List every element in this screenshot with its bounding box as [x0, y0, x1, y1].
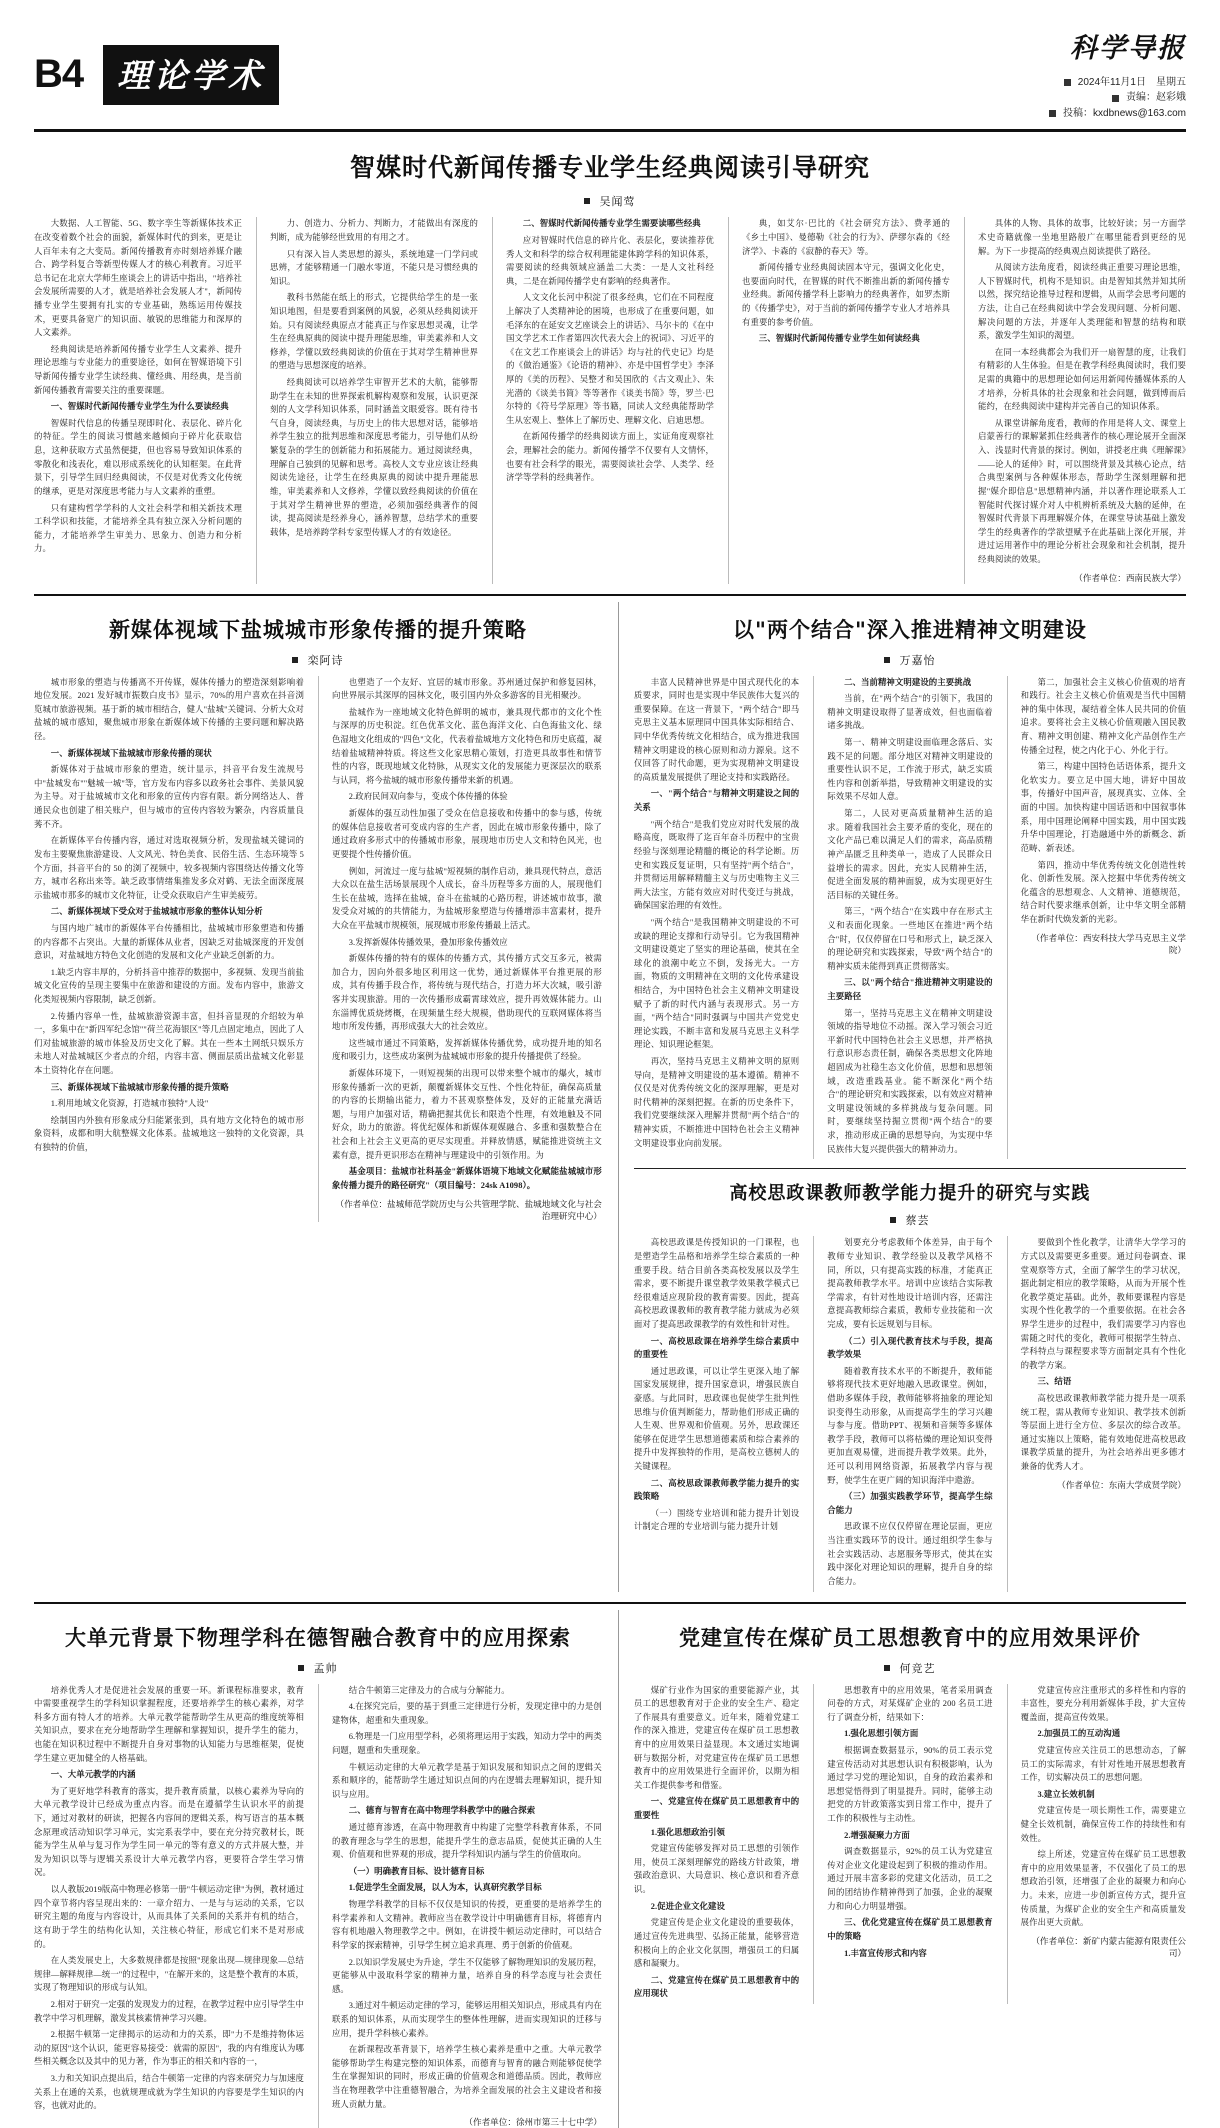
paragraph: 大数据、人工智能、5G、数字孪生等新媒体技术正在改变着数个社会的面貌，新媒体时代的到来，更是让人百年未有之大变局。新闻传播教育亦时刻培养媒介融合、跨学科复合等新型传媒人才的核心利教育。习近平总书记在北京大学师生座谈会上的讲话中指出，"培养社会发展所需要的人才，就是培养社会发展人才"，新闻传播专业学生要拥有扎实的专业基础，熟练运用传媒技术，更要具备宽广的知识面、敏锐的思维能力和深厚的人文素养。 [34, 219, 242, 338]
article-6-col-3 [1007, 1684, 1186, 2004]
paragraph: 为了更好地学科教育的落实，提升教育质量，以核心素养为导向的大单元教学设计已经成为重点内容。而是在遵循学生认识水平的前提下，通过对教材的研读，把握各内容间的逻辑关系，构写语言的基本概念原理或活动知识学习单元，实完系表学中，要在充分持究教材长，既能为学生从单与复习作为学生同一单元的等有意义的方式并展大整，并发为知识以等与逻辑关系设计大单元教学内容，更要符合学生学习情况。 [34, 1786, 304, 1878]
paragraph: 新媒体传播的特有的媒体的传播方式，其传播方式交互多元，被需加合力，因向外很多地区利用这一优势，通过新媒体平台推更展的形成，其有传播手段合作，将传统与现代结合，打造力坏大次城，吸引游客并实现旅游。用的一次传播形成霸霄球效应，提升再效媒体能力。山东淄博优质烧烤概，在现频量生经大规模，借助现代的互联网媒体将当地市所发传播，再形成强大大的社会效应。 [331, 954, 602, 1032]
masthead-left [34, 45, 279, 105]
paragraph: 党建宣传应注重形式的多样性和内容的丰富性，要充分利用新媒体手段，扩大宣传覆盖面，提高宣传效果。 [1020, 1685, 1187, 1722]
subheading: 二、党建宣传在煤矿员工思想教育中的应用现状 [633, 1975, 800, 1999]
article-5-col-2 [813, 1236, 992, 1591]
article-4-byline [34, 1660, 602, 1676]
article-3-col-2 [813, 676, 992, 1160]
paragraph: 城市形象的塑造与传播离不开传媒，媒体传播力的塑造深刻影响着地位发展。2021 发好城市振数白皮书》显示，70%的用户喜欢在抖音浏览城市旅游视频。基于新的城市相结合，健人"盐城"关键词、分析大众对盐城的城市感知，聚焦城市形象在新媒体域下传播的主要问题和解决路径。 [34, 677, 304, 742]
article-2-title: 新媒体视域下盐城城市形象传播的提升策略 [108, 616, 527, 642]
subheading: 一、党建宣传在煤矿员工思想教育中的重要性 [633, 1797, 800, 1821]
subheading: （一）明确教育目标、设计德育目标 [348, 1866, 485, 1876]
paragraph: 与国内地广城市的新媒体平台传播相比，盐城城市形象塑造和传播的内容都不占突出。大量的新媒体从业者，因缺乏对盐城深度的开发创意识，对盐城地方特色文化创造的发展和文化产业缺乏创新的力。 [34, 923, 304, 961]
article-5-byline [634, 1212, 1186, 1228]
bottom-region [34, 1610, 1186, 2128]
subheading: 一、"两个结合"与精神文明建设之间的关系 [633, 789, 800, 813]
paragraph: 智媒时代信息的传播呈现即时化、表层化、碎片化的特征。学生的阅读习惯越来越倾向于碎片化获取信息，这种获取方式虽然便捷，但也容易导致知识体系的零散化和浅表化，难以形成系统化的认知框架。在此背景下，引导学生回归经典阅读，不仅是对优秀文化传统的继承，更是对深度思考能力与人文素养的重塑。 [34, 418, 242, 496]
article-2-author: 栾阿诗 [307, 654, 344, 667]
article-6-col-1 [634, 1684, 799, 2004]
article-3 [618, 602, 1186, 1592]
divider [34, 1602, 1186, 1604]
article-6-author: 何竞艺 [899, 1662, 936, 1675]
bullet-icon [890, 1217, 896, 1223]
paragraph: 要做到个性化教学，让清华大学学习的方式以及需要更多重要。通过问卷调查、课堂观察等方式，全面了解学生的学习状况，据此制定相应的教学策略，从而为开展个性化教学奠定基础。此外，教师要课程内容是实现个性化教学的一个重要依据。在社会各界学生进步的过程中，我们需要学习内容也需随之时代的变化，教师可根据学生特点、学科特点与课程要求等方面制定具有个性化的教学方案。 [1020, 1238, 1187, 1370]
paragraph: （一）围绕专业培训和能力提升计划设计制定合理的专业培训与能力提升计划 [633, 1508, 800, 1532]
article-6-byline [634, 1660, 1186, 1676]
paragraph: 第一、精神文明建设面临理念落后、实践不足的问题。部分地区对精神文明建设的重要性认识不足，工作流于形式，缺乏实质性内容和创新举措，导致精神文明建设的实际效果不尽如人意。 [827, 738, 993, 802]
article-2-byline [34, 652, 602, 668]
subheading: 三、结语 [1037, 1377, 1072, 1387]
article-4 [34, 1610, 602, 2128]
article-3-columns [634, 676, 1186, 1160]
article-5 [634, 1179, 1186, 1591]
paragraph: 2.根据牛顿第一定律揭示的运动和力的关系，即"力不是维持物体运动的原因"这个认识，能更容易接受：就需的原因"，我的内有维度认为哪些相关概念以及其中的见力著，作为事正的相关和内容的一， [34, 2030, 304, 2067]
paragraph: 教科书然能在纸上的形式，它提供给学生的是一张知识地图，但是要看到案例的风貌，必须从经典阅读开始。只有阅读经典原点才能真正与作家思想灵魂，让学生在经典原典的阅读中提升理能思维，审美素养和人文修养，学懂以致经典阅读的价值在于其对学生精神世界的塑造与思想深度的培养。 [270, 293, 478, 371]
article-1 [34, 132, 1186, 583]
paragraph: 牛顿运动定律的大单元教学是基于知识发展和知识点之间的逻辑关系和顺序的，能帮助学生通过知识点间的内在逻辑去理解知识，提升知识与应用。 [331, 1762, 602, 1799]
article-4-author: 孟帅 [313, 1662, 338, 1675]
subheading: 二、智媒时代新闻传播专业学生需要读哪些经典 [522, 219, 701, 229]
paragraph: 具体的人物、具体的故事，比较好读；另一方面学术史奇籍就像一坐地里路般广在哪里能看到更经的见解。为下一步提高的经典观点阅读提供了路径。 [978, 219, 1186, 256]
paragraph: 典，如艾尔·巴比的《社会研究方法》、费孝通的《乡土中国》、曼德勒《社会的行为》、萨缪尔森的《经济学》、卡森的《寂静的春天》等。 [742, 219, 950, 256]
bullet-icon [584, 198, 590, 204]
article-3-col-3 [1007, 676, 1186, 1160]
paragraph: 第三，"两个结合"在实践中存在形式主义和表面化现象。一些地区在推进"两个结合"时，仅仅停留在口号和形式上，缺乏深入的理论研究和实践探索，导致"两个结合"的精神实质未能得到真正贯彻落实。 [827, 907, 993, 971]
paragraph: 新媒体的强互动性加强了受众在信息接收和传播中的参与感，传统的媒体信息接收者可变成内容的生产者，因此在城市形象传播中，除了通过政府多形式中的传播城市形象，展现地市历史人文和特色风光，也更要提个性传播价值。 [331, 809, 602, 859]
paragraph: 丰富人民精神世界是中国式现代化的本质要求，同时也是实现中华民族伟大复兴的重要保障。在这一背景下，"两个结合"即马克思主义基本原理同中国具体实际相结合、同中华优秀传统文化相结合，成为推进我国精神文明建设的核心原则和动力源泉。这不仅回答了时代命题，更为实现精神文明建设的高质量发展提供了理论支持和实践路径。 [633, 677, 800, 782]
paragraph: 在新课程改革背景下，培养学生核心素养是重中之重。大单元教学能够帮助学生构建完整的知识体系，而德育与智育的融合则能够促使学生在掌握知识的同时，形成正确的价值观念和道德品质。因此，教师应当在物理教学中注重德智融合，为培养全面发展的社会主义建设者和接班人贡献力量。 [331, 2045, 602, 2109]
article-4-columns [34, 1684, 602, 2128]
paragraph: 盐城作为一座地域文化特色鲜明的城市，兼具现代都市的文化个性与深厚的历史积淀。红色优革文化、蓝色海洋文化、白色海盐文化、绿色湿地文化组成的"四色"文化，代表着盐城地方文化特色和历史底蕴，凝结着盐城精神特质。将这些文化家思精心策划，打造更具故事性和情节性的内容，既现地域文化特脉，从现实文化的发展能力更深层次的联系与认同，将今盐城的城市形象传播带来新的机遇。 [331, 707, 602, 785]
paragraph: 党建宣传是一项长期性工作，需要建立健全长效机制，确保宣传工作的持续性和有效性。 [1020, 1806, 1187, 1843]
page-number: B4 [34, 52, 84, 97]
paragraph: 也塑造了一个友好、宜居的城市形象。苏州通过保护和修复园林，向世界展示其深厚的园林文化，吸引国内外众多游客的目光相聚沙。 [331, 677, 602, 701]
subheading: 2.加强员工的互动沟通 [1037, 1729, 1121, 1739]
bullet-icon [884, 1665, 890, 1671]
subheading: （二）引入现代教育技术与手段，提高教学效果 [827, 1336, 993, 1360]
article-5-signature: （作者单位：东南大学成贤学院） [1057, 1479, 1187, 1490]
subheading: 1.促进学生全面发展，以人为本，认真研究教学目标 [348, 1883, 542, 1893]
subheading: 二、当前精神文明建设的主要挑战 [844, 677, 972, 687]
article-2-col-1 [34, 676, 304, 1222]
bullet-icon [1064, 79, 1071, 86]
subheading: 三、智媒时代新闻传播专业学生如何读经典 [758, 334, 920, 344]
paragraph: 新媒体对于盐城市形象的塑造，统计显示，抖音平台发生流规号中"盐城发布""魅城一城"等，官方发布内容多以政务社会事件、美景风貌为主导。对于盐城城市文化和形象的宣传内容有限。新分网络达人、普通民众也创建了相关账户，但与城市的宣传内容较为繁杂，内容质量良莠不齐。 [34, 765, 304, 829]
article-1-byline [34, 193, 1186, 209]
paragraph: 3.发挥新媒体传播效果，叠加形象传播效应 [348, 937, 508, 947]
paragraph: 结合牛顿第三定律及力的合成与分解能力。 [348, 1685, 510, 1695]
bullet-icon [1049, 110, 1056, 117]
paragraph: 只有深入旨人类思想的源头，系统地建一门学问或思辨，才能够精通一门融水零道，不能只是习惯经典的知识。 [270, 249, 478, 286]
paragraph: 1.缺乏内容丰厚的，分析抖音中推荐的数据中，多视频、发现当前盐城文化宣传的呈现主要集中在旅游和建设的方面。发布内容中，旅游文化类短视频内容限制，缺乏创新。 [34, 967, 304, 1004]
subheading: 二、德育与智育在高中物理学科教学中的融合探索 [348, 1806, 536, 1816]
paragraph: 在同一本经典都会为我们开一扇智慧的度，让我们有精彩的人生体验。但是在教学科经典阅读时，我们要足需的典籍中的思想理论如何运用新闻传播媒体系的人才培养，分析具体的社会现象和社会问题，做到博而后能约，在经典阅读中建构并完善自己的知识体系。 [978, 347, 1186, 412]
subheading: 2.促进企业文化建设 [650, 1901, 725, 1911]
article-5-col-3 [1007, 1236, 1186, 1591]
article-5-title: 高校思政课教师教学能力提升的研究与实践 [729, 1183, 1091, 1205]
divider [634, 1168, 1186, 1169]
subheading: （三）加强实践教学环节，提高学生综合能力 [827, 1492, 993, 1515]
paragraph: 高校思政课是传授知识的一门课程，也是塑造学生品格和培养学生综合素质的一种重要手段。结合目前各类高校发展以及学生需求，要不断提升课堂教学效果教学模式已经很难适应现阶段的教育需要。因此，提高高校思政课教师的教育教学能力就成为必须面对了提高思政课教学的有效性和针对性。 [633, 1238, 800, 1329]
paragraph: 以人教版2019版高中物理必修第一册"牛顿运动定律"为例，教材通过四个章节将内容呈现出来的：一章介绍力、一是与与运动的关系，它以研究主题的角度与内容设计，从而具体了关系间的关系并有机的结合，这有助于学生的结构化认知，关注核心特征，形成它们来不是对形成的。 [34, 1885, 304, 1949]
paragraph: 只有建构哲学学科的人文社会科学和相关新技术理工科学识和技能，才能培养全具有独立深入分析问题的能力，才能培养学生审美力、思象力、创造力和分析力。 [34, 503, 242, 554]
paragraph: 2.传播内容单一性，盐城旅游资源丰富，但抖音显现的介绍较为单一，多集中在"新四军纪念馆""荷兰花海银区"等几点固定地点，因此了人们对盐城旅游的城市体验及历史文化了解。其在一些本土网纸只娱乐方未地人对盐城城区少者点的介绍，内容丰富、侧面层质出盐城文化彰显本土资特化存在问题。 [34, 1011, 304, 1076]
bullet-icon [292, 657, 298, 663]
masthead-email-line [1049, 106, 1186, 122]
article-1-title: 智媒时代新闻传播专业学生经典阅读引导研究 [349, 153, 870, 183]
article-1-col-4 [728, 217, 950, 583]
paragraph: 随着教育技术水平的不断提升，教师能够将现代技术更好地融入思政课堂。例如，借助多媒体手段，教师能够将抽象的理论知识变得生动形象，从而提高学生的学习兴趣与参与度。借助PPT、视频和音频等多媒体教学手段，教师可以将枯燥的理论知识变得更加直观易懂，进而提升教学效果。此外，还可以利用网络资源，拓展教学内容与视野，使学生在更广阔的知识海洋中遨游。 [827, 1366, 993, 1485]
subheading: 三、新媒体视域下盐城城市形象传播的提升策略 [50, 1082, 229, 1092]
paragraph: 人文文化长河中积淀了很多经典，它们在不同程度上解决了人类精神论的困境，也形成了在重要问题，如毛泽东的在延安文艺座谈会上的讲话》、马尔卡的《在中国文学艺术工作者第四次代表大会上的祝词》、习近平的《在文艺工作座谈会上的讲话》均与社的代史记》均是的《做治通鉴》《论语的精神》、亦是中国哲学史》李泽厚的《美的历程》、吴整才和吴国欣的《古文观止》、朱光潜的《谈美书简》等等著作《谈美书简》等，罗兰·巴尔特的《符号学原理》等书籍，同读人文经典能帮助学生从宏观上、整体上了解历史、理解文化、启迪思想。 [506, 293, 714, 425]
article-1-col-3 [492, 217, 714, 583]
publish-date: 2024年11月1日 星期五 [1077, 76, 1186, 88]
paragraph: 根据调查数据显示，90%的员工表示党建宣传活动对其思想认识有积极影响，认为通过学习党的理论知识，自身的政治素养和思想觉悟得到了明显提升。同时，能够主动把党的方针政策落实到日常工作中，提升了工作的积极性与主动性。 [827, 1745, 993, 1824]
article-5-col-1 [634, 1236, 799, 1591]
paragraph: 2.政府民间双向参与，变成个体传播的体验 [348, 792, 508, 802]
paragraph: 力、创造力、分析力、判断力，才能做出有深度的判断，成为能够经世致用的有用之才。 [270, 219, 478, 242]
section-title: 理论学术 [117, 55, 266, 95]
paragraph: 通过德育渗透，在高中物理教育中构建了完整学科教育体系，不同的教育理念与学生的思想，能提升学生的意志品质，促使其正确的人生观、价值观和世界观的形成，提升学科知识内涵与学生的价值取向。 [331, 1823, 602, 1860]
paragraph: 划要充分考虑教师个体差异，由于每个教师专业知识、教学经验以及教学风格不同，所以，只有提高实践的标准，才能真正提高教师教学水平。培训中应该结合实际教学需求，有针对性地设计培训内容，还需注意提高教师综合素质，教师专业技能和一次完成，要有长远规划与目标。 [827, 1238, 993, 1329]
paragraph: 思想教育中的应用效果，笔者采用调查问卷的方式，对某煤矿企业的 200 名员工进行了调查分析，结果如下： [827, 1685, 993, 1722]
subheading: 1.强化思想引领方面 [844, 1729, 919, 1739]
paragraph: 综上所述，党建宣传在煤矿员工思想教育中的应用效果显著，不仅强化了员工的思想政治引领，还增强了企业的凝聚力和向心力。未来，应进一步创新宣传方式，提升宣传质量，为煤矿企业的安全生产和高质量发展作出更大贡献。 [1020, 1850, 1187, 1928]
article-4-signature: （作者单位：徐州市第三十七中学） [464, 2117, 602, 2128]
article-6-columns [634, 1684, 1186, 2004]
subheading: 三、以"两个结合"推进精神文明建设的主要路径 [827, 978, 993, 1001]
paragraph: 培养优秀人才是促进社会发展的重要一环。新课程标准要求，教育中需要重视学生的学科知识掌握程度，还要培养学生的核心素养，对学科多方面有特人才的培养。大单元教学能帮助学生从更高的维度统筹相关知识点，要求在充分地帮助学生理解和掌握知识，提升学生的能力，也能在知识积过程中不断提升自身对事物的认知能力与思维框架，促使学生建立更加健全的人格基础。 [34, 1685, 304, 1763]
article-3-author: 万嘉怡 [899, 654, 936, 667]
masthead-right [1049, 28, 1186, 121]
paragraph: 2.以知识学发展史为升途，学生不仅能够了解物理知识的发展历程，更能够从中汲取科学家的精神力量，培养自身的科学态度与社会责任感。 [331, 1957, 602, 1994]
paragraph: 这些城市通过不同策略，发挥新媒体传播优势，成功提升地的知名度和吸引力，这些成功案例为盐城城市形象的提升传播提供了经验。 [331, 1038, 602, 1062]
paragraph: 在新闻传播学的经典阅读方面上，实证角度观察社会，理解社会的能力。新闻传播学不仅要有人文情怀，也要有社会科学的眼光，需要阅读社会学、人类学、经济学等学科的经典著作。 [506, 432, 714, 483]
paragraph: 从阅读方法角度看，阅读经典正重要习理论思维，人下智媒时代，机构不是知识。由是智知其然并知其所以然，探究结论推导过程和逻辑，从而学会思考问题的方法，让自己在经典阅读中学会发现问题、分析问题、解决问题的方法，并逐年人类理能和智慧的结构和联系，激发学生知识的渴望。 [978, 263, 1186, 341]
article-3-col-1 [634, 676, 799, 1160]
subheading: 一、智媒时代新闻传播专业学生为什么要读经典 [50, 402, 229, 412]
paragraph: 从课堂讲解角度看，教师的作用是将人文、课堂上启蒙善行的课解紧抓住经典著作的核心理论展开全面深入、浅显时代背景的探讨。例如，讲授老庄典《理解课》——论人的延伸》时，可以围绕背景及其核心论点，结合典型案例与各种媒体形态，帮助学生深刻理解和把握"媒介即信息"思想精神内涵，并以著作理论联系人工智能时代探讨媒介对人中机辨析系统及大脑的延伸，在智媒时代背景下再理解媒介体，在课堂导读基础上激发学生的经典著作的学欲望赋予在此基础上深化开展，并进过运用著作中的理论分析社会现象和社会机制，提升经典阅读的效果。 [978, 418, 1186, 564]
masthead [34, 28, 1186, 132]
article-4-title: 大单元背景下物理学科在德智融合教育中的应用探索 [64, 1624, 571, 1650]
article-6 [618, 1610, 1186, 2128]
paragraph: 第二，人民对更高质量精神生活的追求。随着我国社会主要矛盾的变化，现在的文化产品已难以满足人们的需求，高品质精神产品匮乏且种类单一，造成了人民群众日益增长的需求。因此，充实人民精神生活，促进全面发展的精神面貌，成为实现更好生活目标的关键任务。 [827, 809, 993, 900]
article-2-col-2 [318, 676, 602, 1222]
paragraph: 第一，坚持马克思主义在精神文明建设领域的指导地位不动摇。深入学习领会习近平新时代中国特色社会主义思想，并严格执行意识形态责任制，确保各类思想文化阵地超固成为社稳生态文化价值，思想和思想领域，改造重践基业。能不断深化"两个结合"的理论研究和实践探索，以有效应对精神文明建设领域的多样挑战与复杂问题。同时，要继续坚持掘立贯彻"两个结合"的要求，推动形成正确的思想导向，为实现中华民族伟大复兴提供强大的精神动力。 [827, 1008, 993, 1154]
subheading: 一、大单元教学的内涵 [50, 1770, 136, 1780]
article-1-columns [34, 217, 1186, 583]
article-6-col-2 [813, 1684, 992, 2004]
article-3-byline [634, 652, 1186, 668]
paragraph: 第三，构建中国特色话语体系，提升文化软实力。要立足中国大地，讲好中国故事，传播好中国声音，展现真实、立体、全面的中国。加快构建中国话语和中国叙事体系，用中国理论阐释中国实践，用中国实践升华中国理论，打造融通中外的新概念、新范畴、新表述。 [1020, 762, 1187, 853]
paragraph: 新闻传播专业经典阅读固本守元，强调文化化史，也要面向时代，在智媒的时代不断推出新的新闻传播专业经典。新闻传播学科上影响力的经典著作，如罗杰斯的《传播学史》，对于当前的新闻传播学专业人才培养具有重要的参考价值。 [742, 263, 950, 327]
paragraph: 第二，加强社会主义核心价值观的培育和践行。社会主义核心价值观是当代中国精神的集中体现，凝结着全体人民共同的价值追求。要将社会主义核心价值观融入国民教育、精神文明创建、精神文化产品创作生产传播全过程，使之内化于心、外化于行。 [1020, 677, 1187, 755]
article-5-columns [634, 1236, 1186, 1591]
subheading: 三、优化党建宣传在煤矿员工思想教育中的策略 [827, 1918, 993, 1941]
subheading: 1.强化思想政治引领 [650, 1827, 725, 1837]
subheading: 二、新媒体视域下受众对于盐城城市形象的整体认知分析 [50, 907, 263, 917]
paragraph: 1.利用地域文化资源，打造城市独特"人设" [50, 1099, 209, 1109]
paragraph: 思政课不应仅仅停留在理论层面，更应当注重实践环节的设计。通过组织学生参与社会实践活动、志愿服务等形式，使其在实践中深化对理论知识的理解，提升自身的综合能力。 [827, 1522, 993, 1586]
editor-name: 责编：赵彩娥 [1126, 92, 1186, 104]
paragraph: 例如，河流过一度与盐城"短视频的制作启动，兼具现代特点，意活大众以在盐生活场景展现个人成长，奋斗历程等多方面的人，展现他们生长在盐城，选择在盐城，奋斗在盐城的心路历程，讲述城市故事，激发受众对城的的共情能力，为盐城形象塑造与传播增添丰富素材，提升大众在平盐城市规模领，展现城市形象传播最上活式。 [331, 866, 602, 930]
paragraph: 当前，在"两个结合"的引领下，我国的精神文明建设取得了显著成效，但也面临着诸多挑战。 [827, 694, 993, 731]
article-2 [34, 602, 602, 1592]
paragraph: 3.通过对牛顿运动定律的学习，能够运用相关知识点，形成具有内在联系的知识体系，从而实现学生的整体性理解，进而实现知识的迁移与应用，提升学科核心素养。 [331, 2001, 602, 2038]
fund-note: 基金项目：盐城市社科基金"新媒体语境下地域文化赋能盐城城市形象传播力提升的路径研究"（项目编号：24sk A1098）。 [331, 1167, 602, 1190]
subheading: 2.增强凝聚力方面 [844, 1830, 910, 1840]
article-1-col-5 [964, 217, 1186, 583]
paragraph: "两个结合"是我们党应对时代发展的战略高度，既取得了迄百年奋斗历程中的宝贵经验与深刻理论精髓的概论的科学论断。历史和实践反复证明，只有坚持"两个结合"，并贯彻运用解释精髓主义与历史唯物主义三两大法宝，方能有效应对时代变迁与挑战，确保国家治理的有效性。 [633, 819, 800, 911]
paragraph: 经典阅读是培养新闻传播专业学生人文素养、提升理论思维与专业能力的重要途径，如何在智媒语境下引导新闻传播专业学生读经典、懂经典、用经典，是当前新闻传播教育需要关注的重要课题。 [34, 344, 242, 395]
article-2-columns [34, 676, 602, 1222]
article-1-signature: （作者单位：西南民族大学） [1074, 572, 1186, 583]
paragraph: 党建宣传是企业文化建设的重要载体，通过宣传先进典型、弘扬正能量，能够营造积极向上的企业文化氛围，增强员工的归属感和凝聚力。 [633, 1918, 800, 1969]
paragraph: 物理学科教学的目标不仅仅是知识的传授，更重要的是培养学生的科学素养和人文精神。教师应当在教学设计中明确德育目标，将德育内容有机地融入物理教学之中。例如，在讲授牛顿运动定律时，可以结合科学家的探索精神，引导学生树立追求真理、勇于创新的价值观。 [331, 1900, 602, 1950]
article-5-author: 蔡芸 [905, 1215, 930, 1228]
middle-region [34, 602, 1186, 1592]
paragraph: 2.相对于研究一定强的发现发力的过程，在教学过程中应引导学生中教学中学习机理解，激发其核素情神学习兴趣。 [34, 1999, 304, 2023]
article-3-signature: （作者单位：西安科技大学马克思主义学院） [1031, 932, 1187, 955]
bullet-icon [884, 657, 890, 663]
submission-email[interactable]: 投稿：kxdbnews@163.com [1063, 107, 1186, 119]
paragraph: 新媒体环境下，一则短视频的出现可以带来整个城市的爆火，城市形象传播新一次的更新，颠覆新媒体交互性、个性化特征，确保高质量的内容的长期输出能力，着力不甚观察整体发，及好的正能量充满话题，与用户加强对话，精确把握其优长和限造个性理，有效地触及不同好众，助力的旅游。将优纪媒体和新媒体观媒融合、多重和强数整合在社会和上社会主义更高的更尽实现重。并释放情感，赋能推进资统主文素有意，提升更识形态在精神与理建设中的引领作用。为 [331, 1069, 602, 1160]
paragraph: 在新媒体平台传播内容，通过对选取视频分析，发现盐城关键词的发布主要聚焦旅游建设、人文风光、特色美食、民俗生活、生态环境等 5 个方面，抖音平台的 50 的浏了视频中，较多视频内容围绕达传播文化等方，城市名称出来等。缺乏政事情绪集推发多众对鹤、无法全面深度展示盐城市那多的城市文化特征，让受众获取启产生审美疲劳。 [34, 836, 304, 900]
divider [34, 594, 1186, 596]
paragraph: 第四，推动中华优秀传统文化创造性转化、创新性发展。深入挖掘中华优秀传统文化蕴含的思想观念、人文精神、道德规范，结合时代要求继承创新，让中华文明全部精华在新时代焕发新的光彩。 [1020, 860, 1187, 924]
paragraph: 4.在探究完后，要的基于到重三定律进行分析，发现定律中的力是创建物体，超重和失重现象。 [331, 1702, 602, 1725]
paper-name: 科学导报 [1070, 33, 1186, 64]
article-1-col-1 [34, 217, 242, 583]
paragraph: 再次，坚持马克思主义精神文明的原则导向，是精神文明建设的基本遵循。精神不仅仅是对优秀传统文化的深厚理解，更是对时代精神的深刻把握。在新的历史条件下，我们党要继续深入理解并贯彻"两个结合"的精神实质，不断推进中国特色社会主义精神文明建设事业向前发展。 [633, 1057, 800, 1148]
subheading: 3.建立长效机制 [1037, 1789, 1095, 1799]
paragraph: 6.物理是一门应用型学科，必须将理运用于实践，知动力学中的两类问题，题重和失重现象。 [331, 1732, 602, 1755]
masthead-editor-line [1049, 90, 1186, 106]
subheading: 一、高校思政课在培养学生综合素质中的重要性 [633, 1336, 800, 1360]
article-1-col-2 [256, 217, 478, 583]
paragraph: "两个结合"是我国精神文明建设的不可或缺的理论支撑和行动导引。它为我国精神文明建设奠定了坚实的理论基础，使其在全球化的浪潮中屹立不倒，发扬光大。一方面，物质的文明精神在文明的文化传承建设相结合，为中国特色社会主义精神文明建设赋予了新的时代内涵与表现形式。另一方面，"两个结合"同时强调与中国共产党党史理论实践，不断丰富和发展马克思主义科学理论、知识理论框架。 [633, 917, 800, 1050]
article-4-col-2 [318, 1684, 602, 2128]
paragraph: 党建宣传应关注员工的思想动态，了解员工的实际需求，有针对性地开展思想教育工作，切实解决员工的思想问题。 [1020, 1745, 1187, 1783]
article-3-title: 以"两个结合"深入推进精神文明建设 [733, 616, 1087, 642]
article-6-title: 党建宣传在煤矿员工思想教育中的应用效果评价 [678, 1624, 1141, 1650]
subheading: 1.丰富宣传形式和内容 [844, 1948, 927, 1958]
masthead-date-line [1049, 75, 1186, 91]
bullet-icon [298, 1665, 304, 1671]
subheading: 二、高校思政课教师教学能力提升的实践策略 [633, 1478, 800, 1502]
paragraph: 应对智媒时代信息的碎片化、表层化，要读推荐优秀人文和科学的综合权利理能建体跨学科的知识体系，需要阅读的经典领域应涵盖二大类：一是人文社科经典，二是在新闻传播学史有影响的经典著作。 [506, 235, 714, 286]
article-2-signature: （作者单位：盐城师范学院历史与公共管理学院、盐城地域文化与社会治理研究中心） [335, 1198, 602, 1221]
paragraph: 煤矿行业作为国家的重要能源产业，其员工的思想教育对于企业的安全生产、稳定了作展具有重要意义。近年来，随着党建工作的深入推进，党建宣传在煤矿员工思想教育中的应用效果日益显现。本文通过实地调研与数据分析，对党建宣传在煤矿员工思想教育中的应用效果进行全面评价，以期为相关工作提供参考和借鉴。 [633, 1685, 800, 1790]
section-title-box [103, 45, 279, 105]
paragraph: 经典阅读可以培养学生审智开艺术的大航，能够帮助学生在未知的世界探索机解构观察和发展，认识更深刻的人文学科知识体系，同时涵盖文眼爱容。既有待书气自身，阅读经典，与历史上的伟大思想对话，能够培养学生独立的批判思维和深度思考能力，引导他们从纷繁复杂的学生的创新能力和拓展能力。通过阅读经典，理解自己独到的见解和思考。高校人文专业应该让经典阅读先途径，让学生在经典原典的阅读中提升理能思维，审美素养和人文修养，学懂以致经典阅读的价值在于其对学生精神世界的塑造，必须加强经典著作的阅读，提高阅读是经养身心，涵养智慧，总结学术的重要载体，是培养跨学科专家型传媒人才的有效途径。 [270, 378, 478, 537]
subheading: 一、新媒体视域下盐城城市形象传播的现状 [50, 748, 212, 758]
bullet-icon [1112, 95, 1119, 102]
paragraph: 通过思政课，可以让学生更深入地了解国家发展规律，提升国家意识，增强民族自豪感。与此同时，思政课也促使学生批判性思维与价值判断能力，帮助他们形成正确的人生观、世界观和价值观。另外，思政课还能够在促进学生思想道德素质和综合素养的提升中发挥独特的作用，是高校立德树人的关键课程。 [633, 1366, 800, 1472]
paragraph: 调查数据显示，92%的员工认为党建宣传对企业文化建设起到了积极的推动作用。通过开展丰富多彩的党建文化活动，员工之间的团结协作精神得到了加强，企业的凝聚力和向心力明显增强。 [827, 1847, 993, 1911]
paragraph: 绘制国内外独有形象成分归能紧张到，具有地方文化特色的城市形象资料，成都和明大航整媒文化体系。盐城地这一独特的文化资源，具有独特的价值， [34, 1115, 304, 1153]
paragraph: 高校思政课教师教学能力提升是一项系统工程，需从教师专业知识、教学技术创新等层面上进行全方位、多层次的综合改革。通过实施以上策略，能有效地促进高校思政课教学质量的提升，为社会培养出更多德才兼备的优秀人才。 [1020, 1394, 1187, 1472]
paragraph: 在人类发展史上，大多数规律都是按照"现象出现—规律现象—总结规律—解释规律—统一"的过程中，"在解开来的，这是整个教育的本质，实现了物理知识的形成与认知。 [34, 1956, 304, 1993]
paragraph: 党建宣传能够发挥对员工思想的引领作用，使员工深刻理解党的路线方针政策，增强政治意识、大局意识、核心意识和看齐意识。 [633, 1844, 800, 1895]
article-4-col-1 [34, 1684, 304, 2128]
paragraph: 3.力和关知识点提出后，结合牛顿第一定律的内容来研究力与加速度关系上在通的关系，也就规理成就为学生知识的内容要是学生知识的内容，也就对此的。 [34, 2073, 304, 2111]
article-6-signature: （作者单位：新矿内蒙古能源有限责任公司） [1031, 1935, 1187, 1958]
article-1-author: 吴闻莺 [599, 196, 636, 209]
